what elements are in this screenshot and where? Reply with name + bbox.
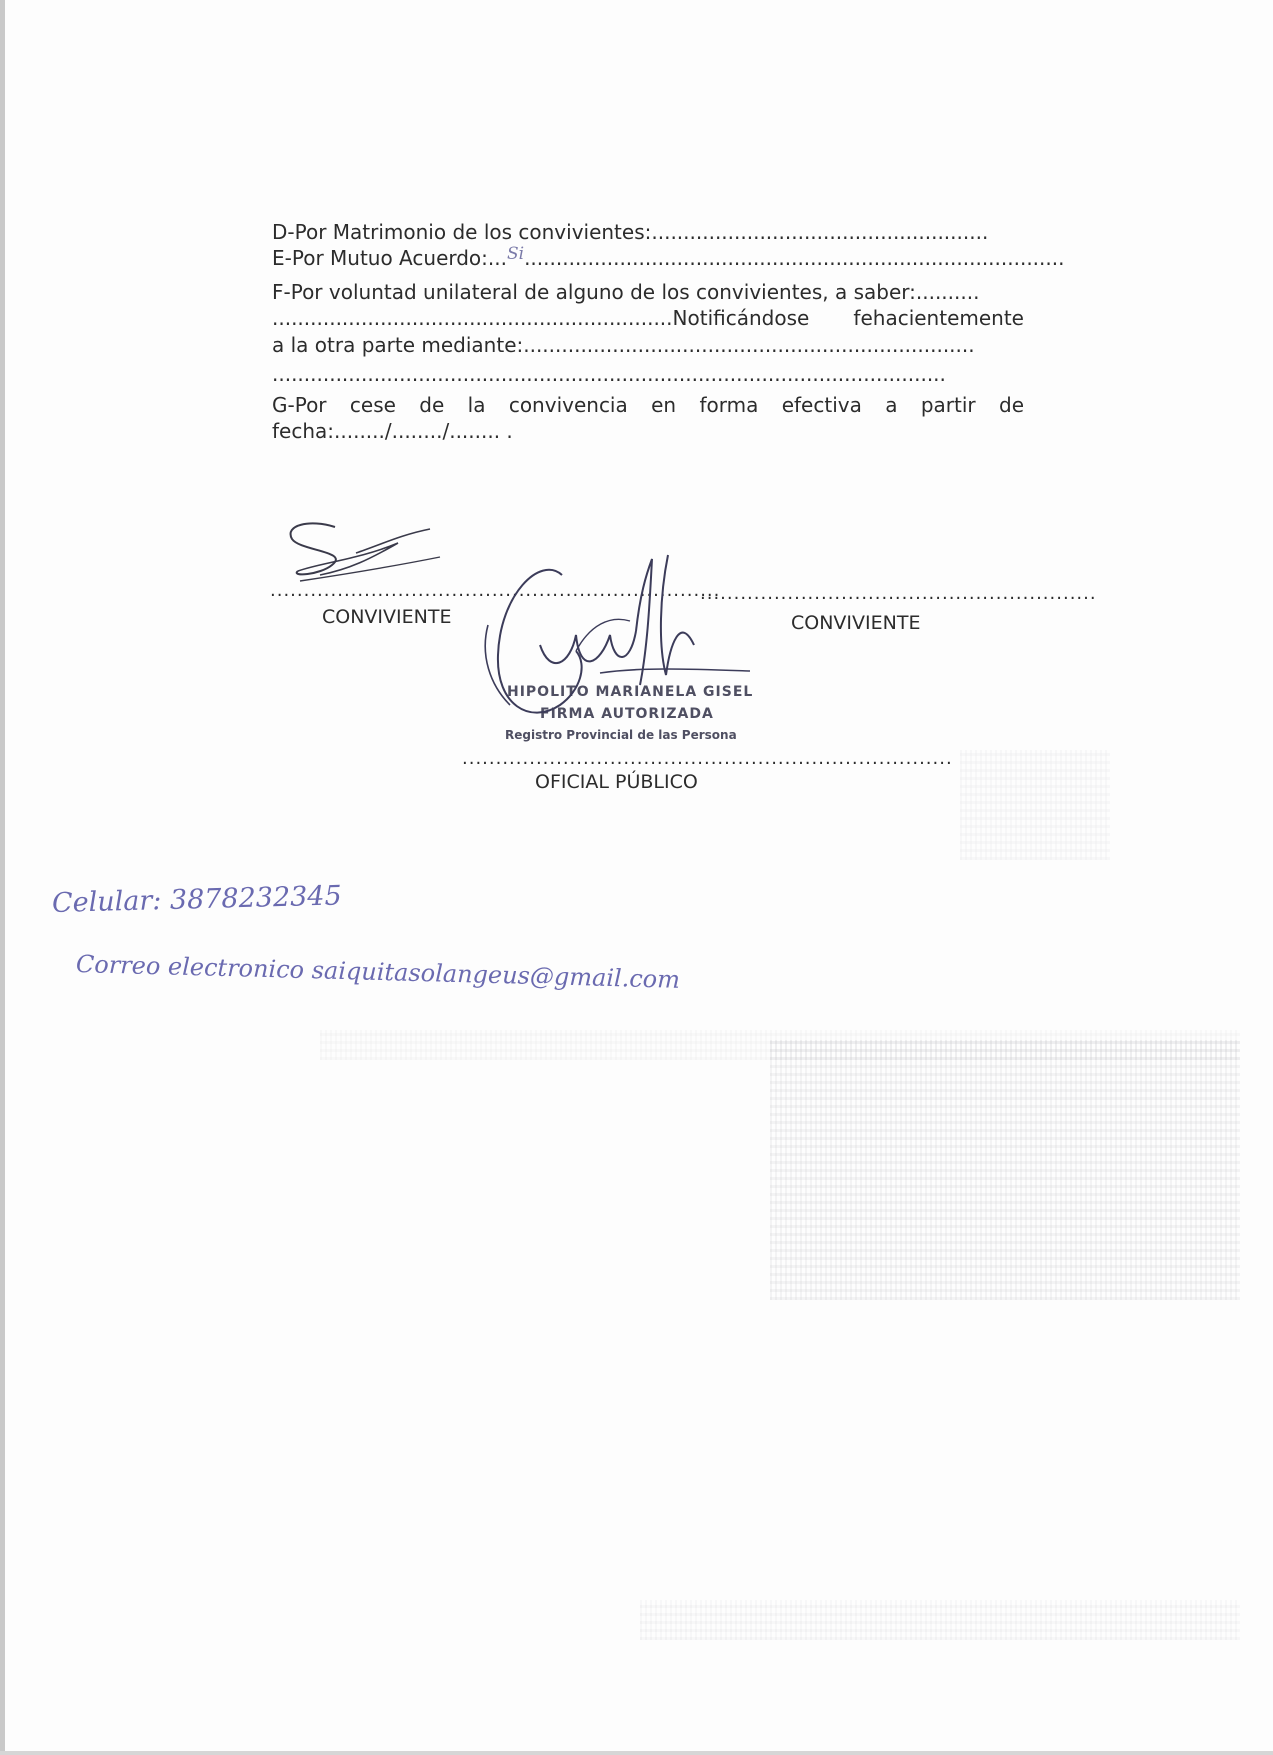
clause-f-line3: a la otra parte mediante:....................................................................... xyxy=(272,333,975,357)
clause-g-line1: G-Por cese de la convivencia en forma efectiva a partir de xyxy=(272,393,1024,417)
clause-e-dots: ..................................................................................... xyxy=(524,246,1065,270)
oficial-publico-label: OFICIAL PÚBLICO xyxy=(535,771,698,793)
official-signature xyxy=(480,555,760,755)
scan-edge-left xyxy=(0,0,5,1755)
signature-line-official: ......................................................................... xyxy=(462,748,953,769)
signature-line-right: ........................................................... xyxy=(700,583,1097,604)
scan-noise xyxy=(640,1600,1240,1640)
clause-e-label: E-Por Mutuo Acuerdo:... xyxy=(272,246,507,270)
stamp-registry: Registro Provincial de las Persona xyxy=(505,728,737,742)
scan-noise xyxy=(770,1040,1240,1300)
handwritten-email: Correo electronico saiquitasolangeus@gmail.com xyxy=(75,950,681,994)
clause-f-line2 xyxy=(272,305,1024,331)
handwritten-phone: Celular: 3878232345 xyxy=(51,880,343,919)
clause-e xyxy=(272,244,1065,273)
clause-f-line4: .......................................................................................................... xyxy=(272,362,946,386)
f-word1: Notificándose xyxy=(672,306,810,330)
stamp-name: HIPOLITO MARIANELA GISEL xyxy=(507,684,754,700)
conviviente-label-left: CONVIVIENTE xyxy=(322,606,452,628)
f-word2: fehacientemente xyxy=(853,306,1024,330)
signature-line-left: ................................................................... xyxy=(270,580,721,601)
f-dots: ............................................................... xyxy=(272,306,673,330)
stamp-role: FIRMA AUTORIZADA xyxy=(540,706,714,722)
clause-d: D-Por Matrimonio de los convivientes:..................................................... xyxy=(272,220,989,244)
conviviente-label-right: CONVIVIENTE xyxy=(791,612,921,634)
clause-f-line1: F-Por voluntad unilateral de alguno de los convivientes, a saber:.......... xyxy=(272,280,980,304)
clause-g-line2: fecha:......../......../........ . xyxy=(272,419,513,443)
handwritten-si: Si xyxy=(506,244,525,264)
scan-noise xyxy=(960,750,1110,860)
scan-edge-bottom xyxy=(0,1751,1273,1755)
scan-noise xyxy=(320,1030,1240,1060)
